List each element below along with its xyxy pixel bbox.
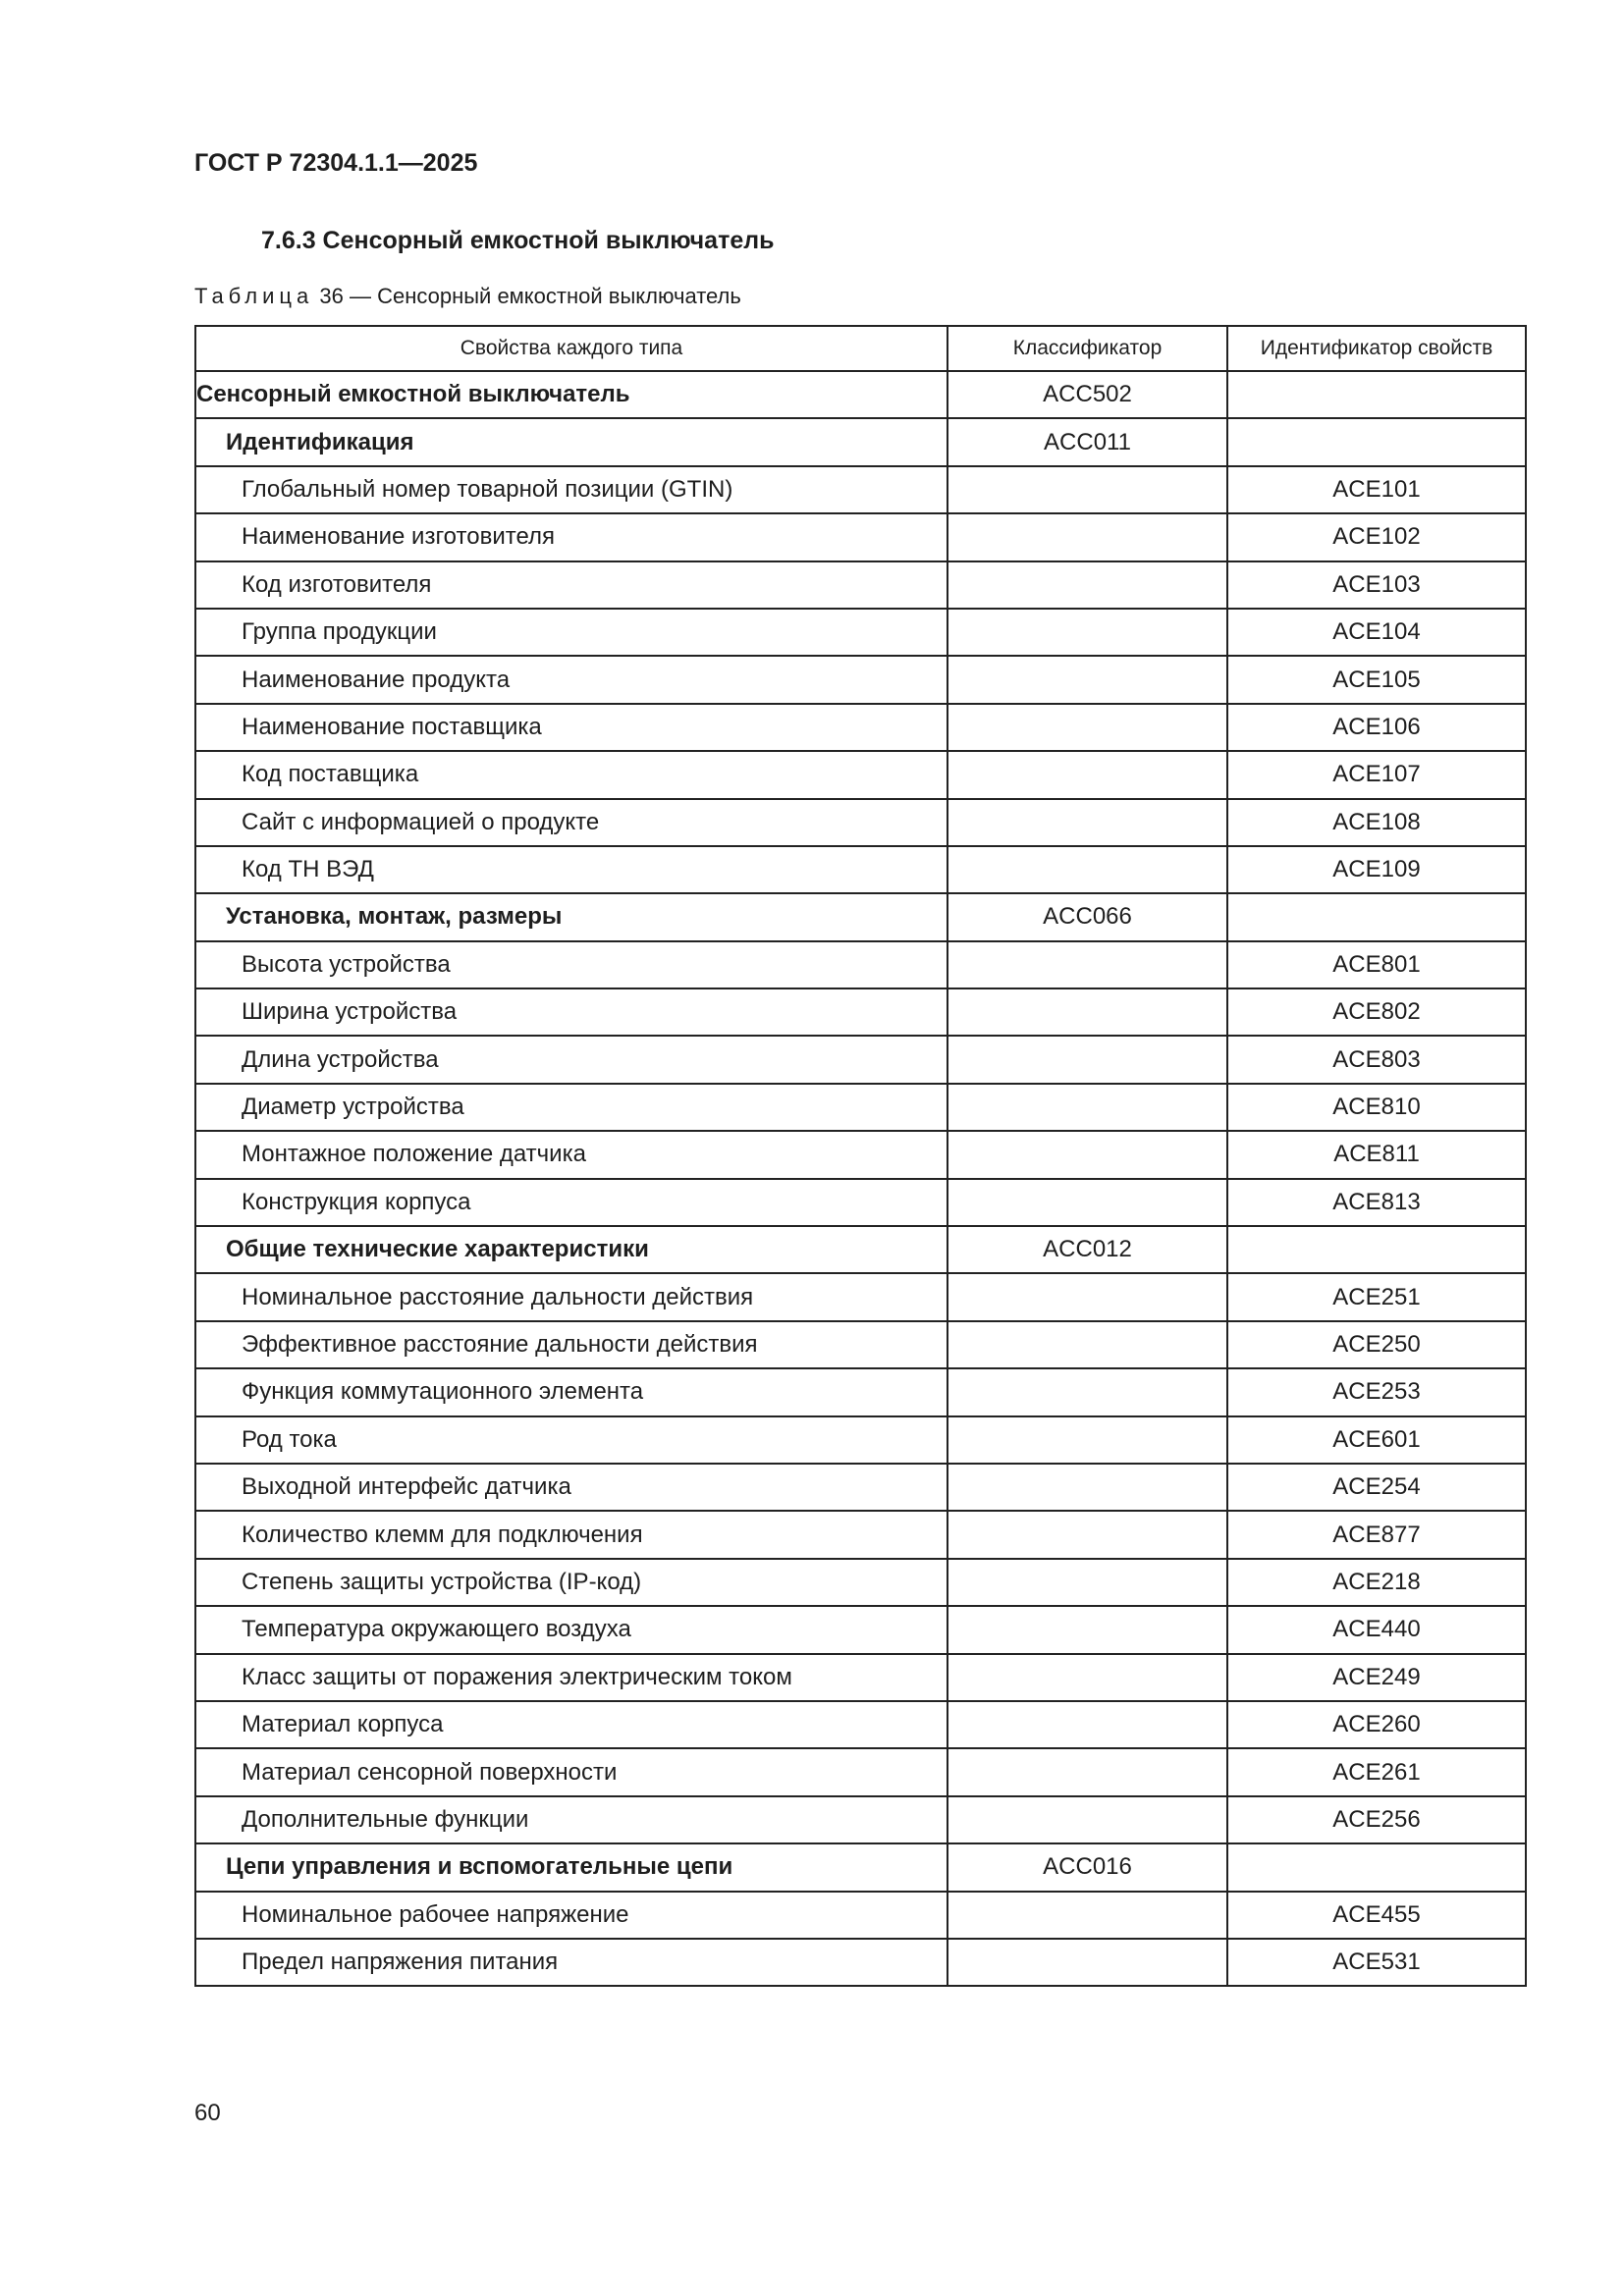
property-name-cell: Наименование поставщика bbox=[195, 704, 947, 751]
property-name-cell: Номинальное рабочее напряжение bbox=[195, 1892, 947, 1939]
table-row bbox=[195, 561, 1526, 609]
property-name-cell: Дополнительные функции bbox=[195, 1796, 947, 1843]
property-name-cell: Класс защиты от поражения электрическим током bbox=[195, 1654, 947, 1701]
table-group-row bbox=[195, 1226, 1526, 1273]
classifier-cell bbox=[947, 1939, 1227, 1986]
table-row bbox=[195, 1796, 1526, 1843]
table-row bbox=[195, 1464, 1526, 1511]
property-name-cell: Выходной интерфейс датчика bbox=[195, 1464, 947, 1511]
table-row bbox=[195, 1701, 1526, 1748]
page-number: 60 bbox=[194, 2100, 221, 2126]
identifier-cell: ACE601 bbox=[1227, 1416, 1526, 1464]
identifier-cell: ACE251 bbox=[1227, 1273, 1526, 1320]
table-row bbox=[195, 1321, 1526, 1368]
classifier-cell bbox=[947, 1321, 1227, 1368]
table-row bbox=[195, 1368, 1526, 1415]
property-name-cell: Степень защиты устройства (IP-код) bbox=[195, 1559, 947, 1606]
classifier-cell: ACC016 bbox=[947, 1843, 1227, 1891]
table-caption bbox=[194, 284, 741, 309]
identifier-cell: ACE802 bbox=[1227, 988, 1526, 1036]
table-row bbox=[195, 656, 1526, 703]
classifier-cell bbox=[947, 1511, 1227, 1558]
identifier-cell: ACE250 bbox=[1227, 1321, 1526, 1368]
property-name-cell: Код ТН ВЭД bbox=[195, 846, 947, 893]
table-row bbox=[195, 846, 1526, 893]
table-group-row bbox=[195, 1843, 1526, 1891]
classifier-cell bbox=[947, 1416, 1227, 1464]
table-caption-label: Таблица bbox=[194, 284, 314, 308]
identifier-cell: ACE260 bbox=[1227, 1701, 1526, 1748]
property-name-cell: Конструкция корпуса bbox=[195, 1179, 947, 1226]
property-name-cell: Номинальное расстояние дальности действия bbox=[195, 1273, 947, 1320]
classifier-cell bbox=[947, 988, 1227, 1036]
property-name-cell: Цепи управления и вспомогательные цепи bbox=[195, 1843, 947, 1891]
classifier-cell bbox=[947, 704, 1227, 751]
identifier-cell: ACE103 bbox=[1227, 561, 1526, 609]
identifier-cell: ACE218 bbox=[1227, 1559, 1526, 1606]
classifier-cell: ACC011 bbox=[947, 418, 1227, 465]
identifier-cell: ACE261 bbox=[1227, 1748, 1526, 1795]
identifier-cell bbox=[1227, 371, 1526, 418]
identifier-cell: ACE109 bbox=[1227, 846, 1526, 893]
property-name-cell: Функция коммутационного элемента bbox=[195, 1368, 947, 1415]
table-row bbox=[195, 1179, 1526, 1226]
identifier-cell: ACE440 bbox=[1227, 1606, 1526, 1653]
identifier-cell: ACE105 bbox=[1227, 656, 1526, 703]
section-title: 7.6.3 Сенсорный емкостной выключатель bbox=[261, 227, 775, 254]
table-caption-text: 36 — Сенсорный емкостной выключатель bbox=[319, 284, 741, 308]
classifier-cell bbox=[947, 846, 1227, 893]
table-row bbox=[195, 1416, 1526, 1464]
column-header-classifier: Классификатор bbox=[947, 326, 1227, 371]
property-name-cell: Род тока bbox=[195, 1416, 947, 1464]
classifier-cell bbox=[947, 1084, 1227, 1131]
properties-table bbox=[194, 325, 1527, 1987]
identifier-cell bbox=[1227, 893, 1526, 940]
property-name-cell: Высота устройства bbox=[195, 941, 947, 988]
table-row bbox=[195, 1036, 1526, 1083]
identifier-cell: ACE810 bbox=[1227, 1084, 1526, 1131]
property-name-cell: Идентификация bbox=[195, 418, 947, 465]
column-header-properties: Свойства каждого типа bbox=[195, 326, 947, 371]
property-name-cell: Общие технические характеристики bbox=[195, 1226, 947, 1273]
classifier-cell bbox=[947, 1559, 1227, 1606]
column-header-identifier: Идентификатор свойств bbox=[1227, 326, 1526, 371]
classifier-cell: ACC502 bbox=[947, 371, 1227, 418]
property-name-cell: Ширина устройства bbox=[195, 988, 947, 1036]
property-name-cell: Сенсорный емкостной выключатель bbox=[195, 371, 947, 418]
identifier-cell: ACE811 bbox=[1227, 1131, 1526, 1178]
table-group-row bbox=[195, 371, 1526, 418]
table-header-row bbox=[195, 326, 1526, 371]
property-name-cell: Группа продукции bbox=[195, 609, 947, 656]
table-row bbox=[195, 1654, 1526, 1701]
table-row bbox=[195, 1131, 1526, 1178]
identifier-cell: ACE877 bbox=[1227, 1511, 1526, 1558]
classifier-cell bbox=[947, 609, 1227, 656]
classifier-cell bbox=[947, 466, 1227, 513]
identifier-cell bbox=[1227, 1843, 1526, 1891]
table-row bbox=[195, 1939, 1526, 1986]
property-name-cell: Установка, монтаж, размеры bbox=[195, 893, 947, 940]
identifier-cell: ACE249 bbox=[1227, 1654, 1526, 1701]
classifier-cell bbox=[947, 1368, 1227, 1415]
classifier-cell bbox=[947, 941, 1227, 988]
property-name-cell: Материал корпуса bbox=[195, 1701, 947, 1748]
property-name-cell: Наименование продукта bbox=[195, 656, 947, 703]
property-name-cell: Материал сенсорной поверхности bbox=[195, 1748, 947, 1795]
identifier-cell: ACE106 bbox=[1227, 704, 1526, 751]
classifier-cell bbox=[947, 799, 1227, 846]
property-name-cell: Монтажное положение датчика bbox=[195, 1131, 947, 1178]
classifier-cell bbox=[947, 1036, 1227, 1083]
identifier-cell: ACE253 bbox=[1227, 1368, 1526, 1415]
property-name-cell: Глобальный номер товарной позиции (GTIN) bbox=[195, 466, 947, 513]
identifier-cell bbox=[1227, 418, 1526, 465]
classifier-cell bbox=[947, 1131, 1227, 1178]
identifier-cell: ACE108 bbox=[1227, 799, 1526, 846]
table-row bbox=[195, 609, 1526, 656]
classifier-cell bbox=[947, 1273, 1227, 1320]
table-group-row bbox=[195, 418, 1526, 465]
table-row bbox=[195, 941, 1526, 988]
classifier-cell: ACC012 bbox=[947, 1226, 1227, 1273]
property-name-cell: Наименование изготовителя bbox=[195, 513, 947, 561]
classifier-cell bbox=[947, 656, 1227, 703]
classifier-cell bbox=[947, 1892, 1227, 1939]
classifier-cell: ACC066 bbox=[947, 893, 1227, 940]
table-group-row bbox=[195, 893, 1526, 940]
classifier-cell bbox=[947, 1654, 1227, 1701]
classifier-cell bbox=[947, 1464, 1227, 1511]
classifier-cell bbox=[947, 1701, 1227, 1748]
classifier-cell bbox=[947, 1796, 1227, 1843]
identifier-cell: ACE256 bbox=[1227, 1796, 1526, 1843]
property-name-cell: Количество клемм для подключения bbox=[195, 1511, 947, 1558]
table-row bbox=[195, 466, 1526, 513]
document-header: ГОСТ Р 72304.1.1—2025 bbox=[194, 149, 478, 177]
table-row bbox=[195, 1892, 1526, 1939]
identifier-cell: ACE813 bbox=[1227, 1179, 1526, 1226]
identifier-cell: ACE801 bbox=[1227, 941, 1526, 988]
identifier-cell: ACE803 bbox=[1227, 1036, 1526, 1083]
identifier-cell: ACE101 bbox=[1227, 466, 1526, 513]
classifier-cell bbox=[947, 1179, 1227, 1226]
property-name-cell: Диаметр устройства bbox=[195, 1084, 947, 1131]
table-row bbox=[195, 1511, 1526, 1558]
identifier-cell: ACE254 bbox=[1227, 1464, 1526, 1511]
table-row bbox=[195, 1606, 1526, 1653]
table-row bbox=[195, 1084, 1526, 1131]
table-body bbox=[195, 371, 1526, 1986]
table-row bbox=[195, 704, 1526, 751]
identifier-cell bbox=[1227, 1226, 1526, 1273]
property-name-cell: Предел напряжения питания bbox=[195, 1939, 947, 1986]
table-row bbox=[195, 751, 1526, 798]
classifier-cell bbox=[947, 751, 1227, 798]
identifier-cell: ACE455 bbox=[1227, 1892, 1526, 1939]
property-name-cell: Сайт с информацией о продукте bbox=[195, 799, 947, 846]
classifier-cell bbox=[947, 1748, 1227, 1795]
table-row bbox=[195, 988, 1526, 1036]
classifier-cell bbox=[947, 513, 1227, 561]
table-row bbox=[195, 1748, 1526, 1795]
property-name-cell: Эффективное расстояние дальности действия bbox=[195, 1321, 947, 1368]
property-name-cell: Код поставщика bbox=[195, 751, 947, 798]
table-row bbox=[195, 1559, 1526, 1606]
identifier-cell: ACE102 bbox=[1227, 513, 1526, 561]
identifier-cell: ACE104 bbox=[1227, 609, 1526, 656]
classifier-cell bbox=[947, 561, 1227, 609]
identifier-cell: ACE531 bbox=[1227, 1939, 1526, 1986]
classifier-cell bbox=[947, 1606, 1227, 1653]
property-name-cell: Температура окружающего воздуха bbox=[195, 1606, 947, 1653]
table-row bbox=[195, 799, 1526, 846]
table-row bbox=[195, 513, 1526, 561]
property-name-cell: Код изготовителя bbox=[195, 561, 947, 609]
identifier-cell: ACE107 bbox=[1227, 751, 1526, 798]
property-name-cell: Длина устройства bbox=[195, 1036, 947, 1083]
table-row bbox=[195, 1273, 1526, 1320]
